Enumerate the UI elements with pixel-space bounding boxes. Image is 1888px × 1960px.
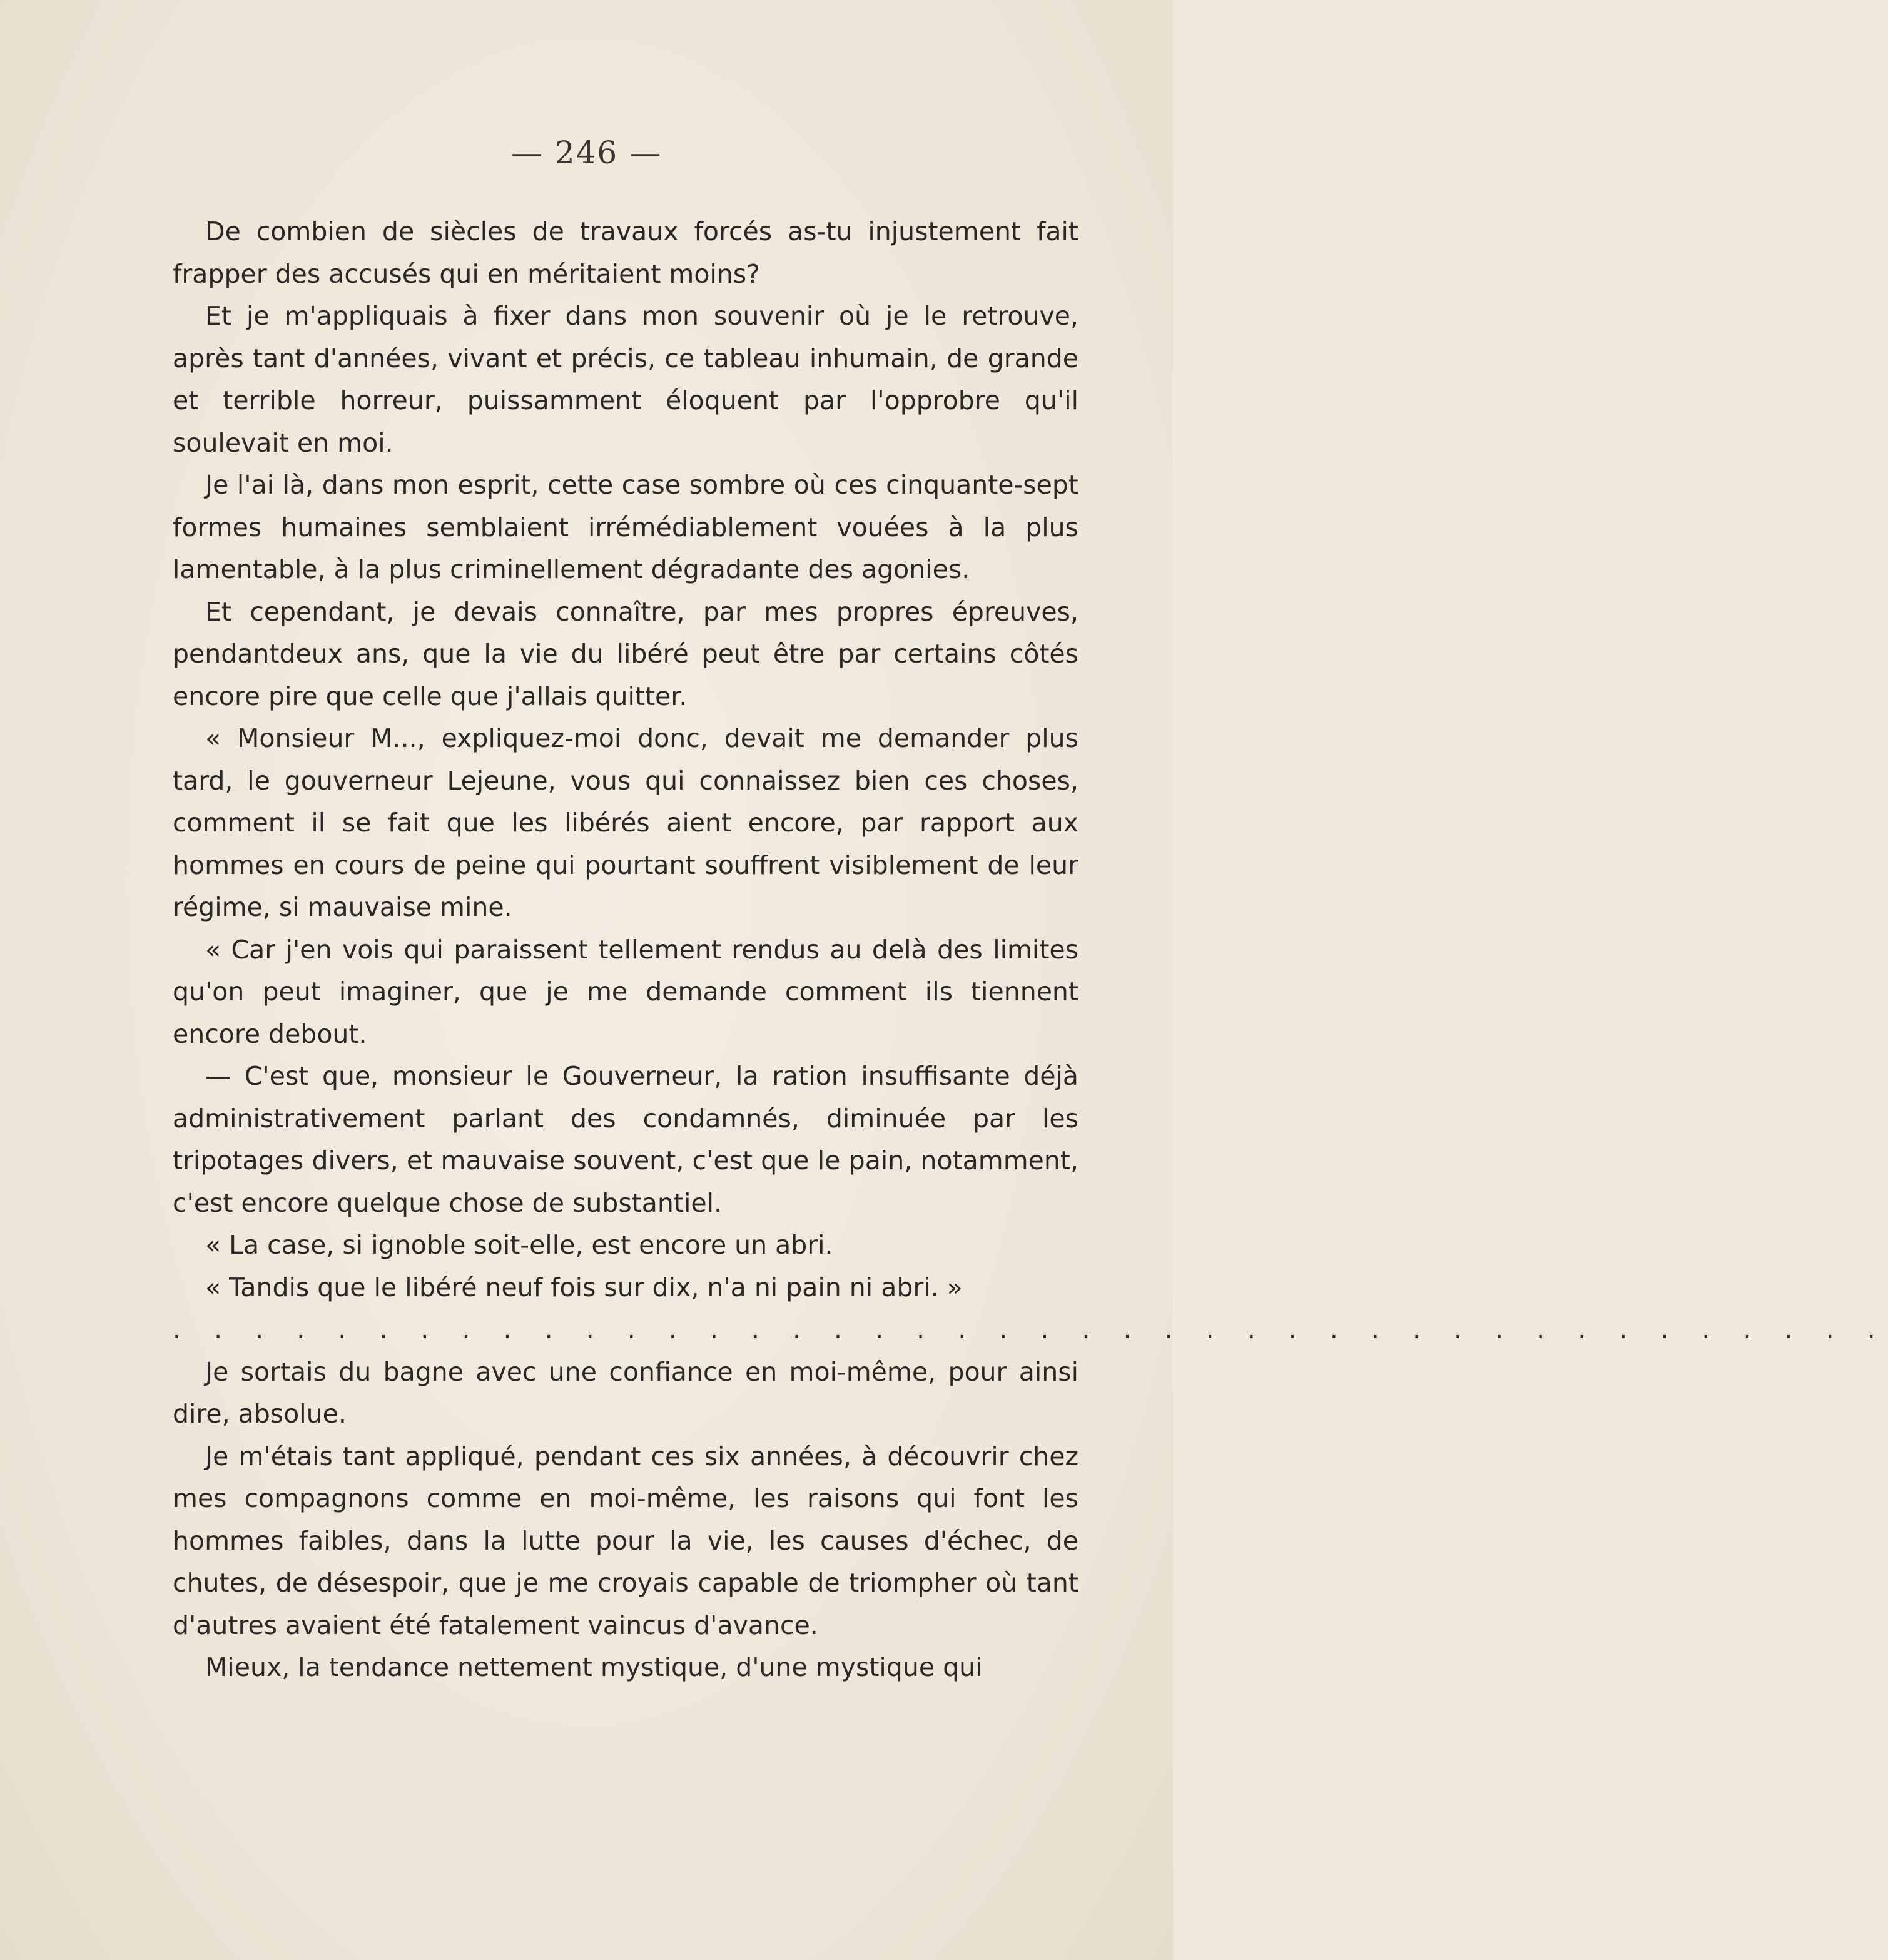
page-text	[173, 211, 1888, 1689]
paragraph: « Car j'en vois qui paraissent tellement rendus au delà des limites qu'on peut imaginer, que je me demande comment ils tiennent encore debout.	[173, 934, 1078, 1049]
paragraph: Je m'étais tant appliqué, pendant ces six années, à découvrir chez mes compagnons comme en moi-même, les raisons qui font les hommes faibles, dans la lutte pour la vie, les causes d'échec, de chutes, de désespoir, que je me croyais capable de triompher où tant d'autres avaient été fatalement vaincus d'avance.	[173, 1441, 1078, 1640]
paragraph: De combien de siècles de travaux forcés as-tu injustement fait frapper des accusés qui en méritaient moins?	[173, 216, 1078, 289]
paragraph: « Monsieur M..., expliquez-moi donc, devait me demander plus tard, le gouverneur Lejeune, vous qui connaissez bien ces choses, comment il se fait que les libérés aient encore, par rapport aux hommes en cours de peine qui pourtant souffrent visiblement de leur régime, si mauvaise mine.	[173, 723, 1078, 922]
paragraph: Et cependant, je devais connaître, par mes propres épreuves, pendantdeux ans, que la vie du libéré peut être par certains côtés encore pire que celle que j'allais quitter.	[173, 596, 1078, 711]
paragraph: « Tandis que le libéré neuf fois sur dix, n'a ni pain ni abri. »	[205, 1272, 963, 1302]
paragraph: Mieux, la tendance nettement mystique, d'une mystique qui	[205, 1652, 983, 1682]
paragraph: Et je m'appliquais à fixer dans mon souvenir où je le retrouve, après tant d'années, vivant et précis, ce tableau inhumain, de grande et terrible horreur, puissamment éloquent par l'opprobre qu'il soulevait en moi.	[173, 301, 1078, 458]
section-separator: . . . . . . . . . . . . . . . . . . . . . . . . . . . . . . . . . . . . . . . . . .	[173, 1314, 1888, 1344]
paragraph: Je l'ai là, dans mon esprit, cette case sombre où ces cinquante-sept formes humaines semblaient irrémédiablement vouées à la plus lamentable, à la plus criminellement dégradante des agonies.	[173, 470, 1078, 584]
paragraph: « La case, si ignoble soit-elle, est encore un abri.	[205, 1230, 833, 1260]
page-number: — 246 —	[510, 135, 662, 171]
paragraph: — C'est que, monsieur le Gouverneur, la ration insuffisante déjà administrativement parlant des condamnés, diminuée par les tripotages divers, et mauvaise souvent, c'est que le pain, notamment, c'est encore quelque chose de substantiel.	[173, 1061, 1078, 1218]
paragraph: Je sortais du bagne avec une confiance en moi-même, pour ainsi dire, absolue.	[173, 1356, 1078, 1429]
